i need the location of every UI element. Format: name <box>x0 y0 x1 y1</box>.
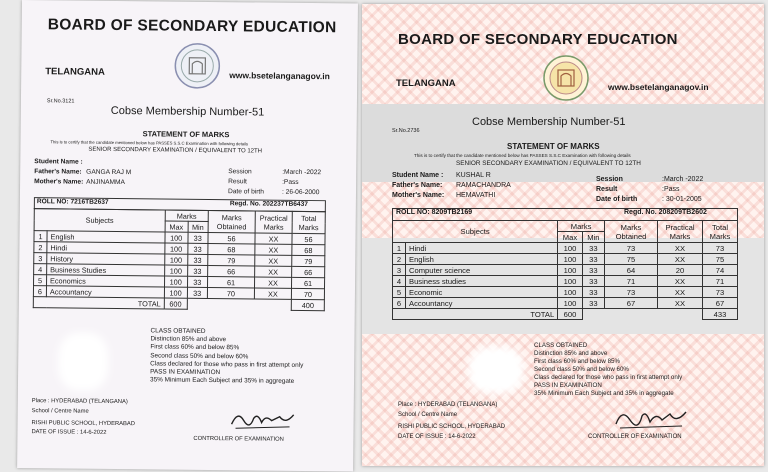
total-marks: 70 <box>291 288 324 299</box>
min-marks: 33 <box>582 265 604 276</box>
obtained-marks: 68 <box>208 243 255 254</box>
class-info-line: First class 60% and below 85% <box>534 358 620 365</box>
practical-header: Practical Marks <box>658 221 703 243</box>
practical-marks: XX <box>255 233 292 244</box>
certify-text: This is to certify that the candidate mentioned below has PASSES S.S.C Examination with following details <box>50 139 249 147</box>
table-row <box>393 276 738 287</box>
subject-name: Computer science <box>406 265 558 276</box>
table-row <box>393 265 738 276</box>
result-value: :Pass <box>662 186 680 193</box>
father-name-label: Father's Name: <box>392 182 443 189</box>
dob-value: : 26-06-2000 <box>281 188 320 197</box>
subject-name: English <box>47 231 165 243</box>
total-label: TOTAL <box>393 309 558 320</box>
total-obtained: 433 <box>703 309 738 320</box>
practical-header: Practical Marks <box>255 211 292 233</box>
controller-label: CONTROLLER OF EXAMINATION <box>588 434 682 440</box>
total-label: TOTAL <box>33 297 164 309</box>
practical-marks: XX <box>658 254 703 265</box>
total-marks: 67 <box>703 298 738 309</box>
father-name-label: Father's Name: <box>34 168 82 176</box>
table-row <box>393 298 738 309</box>
state-label: TELANGANA <box>45 66 105 78</box>
subject-name: Economics <box>47 275 165 287</box>
roll-number: ROLL NO: 7216TB2637 <box>36 198 109 206</box>
subject-name: Economic <box>406 287 558 298</box>
place: Place : HYDERABAD (TELANGANA) <box>31 398 128 406</box>
row-number: 6 <box>393 298 406 309</box>
student-name-value: KUSHAL R <box>456 172 491 179</box>
obtained-header: Marks Obtained <box>605 221 658 243</box>
roll-number: ROLL NO: 8209TB2169 <box>396 209 473 216</box>
max-marks: 100 <box>164 287 187 298</box>
subject-name: History <box>47 253 165 265</box>
board-emblem-icon <box>173 42 222 91</box>
state-label: TELANGANA <box>396 78 456 89</box>
min-marks: 33 <box>187 243 208 254</box>
min-marks: 33 <box>187 276 208 287</box>
min-marks: 33 <box>187 232 208 243</box>
photo-redaction <box>468 346 524 394</box>
row-number: 1 <box>393 243 406 254</box>
total-header: Total Marks <box>292 211 325 233</box>
class-info-line: 35% Minimum Each Subject and 35% in aggregate <box>149 376 295 386</box>
session-label: Session <box>228 168 252 176</box>
obtained-marks: 67 <box>605 298 658 309</box>
obtained-marks: 64 <box>605 265 658 276</box>
total-row <box>393 309 738 320</box>
dob-label: Date of birth <box>227 188 264 196</box>
min-marks: 33 <box>582 287 604 298</box>
practical-marks: XX <box>254 288 291 299</box>
statement-title: STATEMENT OF MARKS <box>142 129 230 140</box>
min-marks: 33 <box>582 276 604 287</box>
max-header: Max <box>558 232 583 243</box>
row-number: 2 <box>393 254 406 265</box>
mother-name-label: Mother's Name: <box>34 178 84 186</box>
board-emblem-icon <box>542 54 590 102</box>
obtained-marks: 70 <box>207 287 254 298</box>
min-marks: 33 <box>582 298 604 309</box>
class-info-line: Distinction 85% and above <box>534 350 608 357</box>
marks-table <box>392 220 738 320</box>
issue-date: DATE OF ISSUE : 14-6-2022 <box>31 429 107 436</box>
total-marks: 66 <box>292 266 325 277</box>
obtained-marks: 73 <box>605 243 658 254</box>
signature-icon <box>612 404 692 432</box>
row-number: 3 <box>393 265 406 276</box>
class-info-line: First class 60% and below 85% <box>150 343 240 352</box>
practical-marks: 20 <box>658 265 703 276</box>
mother-name-label: Mother's Name: <box>392 192 445 199</box>
table-row <box>393 287 738 298</box>
school-name: RISHI PUBLIC SCHOOL, HYDERABAD <box>398 424 506 430</box>
practical-marks: XX <box>255 255 292 266</box>
board-title: BOARD OF SECONDARY EDUCATION <box>47 16 337 37</box>
session-value: :March -2022 <box>662 176 704 183</box>
total-max: 600 <box>164 298 187 309</box>
father-name-value: RAMACHANDRA <box>456 182 511 189</box>
board-title: BOARD OF SECONDARY EDUCATION <box>398 31 678 48</box>
class-info <box>534 342 682 398</box>
obtained-marks: 79 <box>208 254 255 265</box>
class-info-line: Distinction 85% and above <box>150 335 227 344</box>
mother-name-value: HEMAVATHI <box>456 192 496 199</box>
obtained-marks: 56 <box>208 232 255 243</box>
result-label: Result <box>596 186 618 193</box>
table-row <box>393 243 738 254</box>
max-marks: 100 <box>165 232 188 243</box>
practical-marks: XX <box>658 276 703 287</box>
subjects-header: Subjects <box>34 209 165 232</box>
max-marks: 100 <box>558 276 583 287</box>
row-number: 2 <box>34 242 47 253</box>
total-row <box>33 297 324 311</box>
website: www.bsetelanganagov.in <box>608 82 709 92</box>
max-marks: 100 <box>558 243 583 254</box>
total-marks: 75 <box>703 254 738 265</box>
photo-redaction <box>58 332 109 391</box>
min-marks: 33 <box>187 254 208 265</box>
subject-name: English <box>406 254 558 265</box>
min-marks: 33 <box>187 287 208 298</box>
min-marks: 33 <box>582 254 604 265</box>
row-number: 5 <box>34 275 47 286</box>
result-value: :Pass <box>282 178 299 186</box>
max-marks: 100 <box>164 265 187 276</box>
obtained-marks: 75 <box>605 254 658 265</box>
class-info-line: Second class 50% and below 60% <box>534 366 629 373</box>
session-label: Session <box>596 176 623 183</box>
serial-number: Sr.No.2736 <box>392 128 420 134</box>
max-marks: 100 <box>165 243 188 254</box>
cobse-number: Cobse Membership Number-51 <box>110 104 265 119</box>
marks-table <box>33 208 326 311</box>
class-info-line: CLASS OBTAINED <box>534 342 588 349</box>
practical-marks: XX <box>255 266 292 277</box>
subject-name: Hindi <box>406 243 558 254</box>
father-name-value: GANGA RAJ M <box>86 168 132 177</box>
obtained-marks: 73 <box>605 287 658 298</box>
obtained-marks: 66 <box>208 265 255 276</box>
total-marks: 56 <box>292 233 325 244</box>
class-info <box>150 327 304 386</box>
subject-name: Accountancy <box>46 286 164 298</box>
statement-title: STATEMENT OF MARKS <box>507 142 600 151</box>
student-name-label: Student Name : <box>392 172 444 179</box>
place: Place : HYDERABAD (TELANGANA) <box>398 402 498 408</box>
subject-name: Business Studies <box>47 264 165 276</box>
class-info-line: Second class 50% and below 60% <box>150 351 249 360</box>
row-number: 4 <box>393 276 406 287</box>
total-header: Total Marks <box>703 221 738 243</box>
class-info-line: PASS IN EXAMINATION <box>150 368 221 377</box>
total-marks: 74 <box>703 265 738 276</box>
dob-value: : 30-01-2005 <box>662 196 702 203</box>
max-marks: 100 <box>558 298 583 309</box>
class-info-line: PASS IN EXAMINATION <box>534 382 602 389</box>
result-label: Result <box>228 178 247 186</box>
max-header: Max <box>165 221 188 232</box>
class-info-line: 35% Minimum Each Subject and 35% in aggregate <box>534 390 674 397</box>
min-header: Min <box>582 232 604 243</box>
row-number: 1 <box>34 231 47 242</box>
max-marks: 100 <box>164 276 187 287</box>
total-marks: 73 <box>703 243 738 254</box>
max-marks: 100 <box>558 265 583 276</box>
marks-header: Marks <box>558 221 605 232</box>
school-name: RISHI PUBLIC SCHOOL, HYDERABAD <box>31 420 136 428</box>
total-max: 600 <box>558 309 583 320</box>
practical-marks: XX <box>255 244 292 255</box>
cobse-number: Cobse Membership Number-51 <box>472 116 626 128</box>
max-marks: 100 <box>558 287 583 298</box>
total-marks: 61 <box>291 277 324 288</box>
practical-marks: XX <box>658 243 703 254</box>
regd-number: Regd. No. 208209TB2602 <box>624 209 707 216</box>
exam-name: SENIOR SECONDARY EXAMINATION / EQUIVALENT TO 12TH <box>456 160 641 167</box>
min-marks: 33 <box>187 265 208 276</box>
obtained-marks: 61 <box>207 276 254 287</box>
class-info-line: Class declared for those who pass in first attempt only <box>534 374 683 381</box>
table-row <box>393 254 738 265</box>
website: www.bsetelanganagov.in <box>229 70 330 82</box>
subject-name: Business studies <box>406 276 558 287</box>
total-marks: 71 <box>703 276 738 287</box>
controller-label: CONTROLLER OF EXAMINATION <box>193 435 284 443</box>
max-marks: 100 <box>165 254 188 265</box>
school-label: School / Centre Name <box>398 412 458 418</box>
exam-name: SENIOR SECONDARY EXAMINATION / EQUIVALENT TO 12TH <box>88 146 263 155</box>
subjects-header: Subjects <box>393 221 558 243</box>
class-info-line: CLASS OBTAINED <box>150 327 206 335</box>
serial-number: Sr.No.3121 <box>46 98 75 105</box>
row-number: 3 <box>34 253 47 264</box>
practical-marks: XX <box>658 298 703 309</box>
session-value: :March -2022 <box>282 168 322 177</box>
obtained-header: Marks Obtained <box>208 210 255 232</box>
subject-name: Hindi <box>47 242 165 254</box>
issue-date: DATE OF ISSUE : 14-6-2022 <box>398 434 476 440</box>
total-marks: 68 <box>292 244 325 255</box>
total-obtained: 400 <box>291 299 324 310</box>
dob-label: Date of birth <box>596 196 638 203</box>
total-marks: 79 <box>292 255 325 266</box>
obtained-marks: 71 <box>605 276 658 287</box>
subject-name: Accountancy <box>406 298 558 309</box>
practical-marks: XX <box>254 277 291 288</box>
min-header: Min <box>188 221 209 232</box>
certificate-left <box>17 0 358 471</box>
row-number: 4 <box>34 264 47 275</box>
row-number: 5 <box>393 287 406 298</box>
certify-text: This is to certify that the candidate mentioned below has PASSES S.S.C Examination with following details <box>414 153 631 158</box>
total-marks: 73 <box>703 287 738 298</box>
certificate-right <box>362 4 764 466</box>
student-name-label: Student Name : <box>34 158 83 166</box>
school-label: School / Centre Name <box>31 408 89 415</box>
mother-name-value: ANJINAMMA <box>86 178 125 187</box>
row-number: 6 <box>33 286 46 297</box>
signature-icon <box>227 406 299 433</box>
regd-number: Regd. No. 202237TB6437 <box>229 200 308 209</box>
practical-marks: XX <box>658 287 703 298</box>
class-info-line: Class declared for those who pass in first attempt only <box>150 360 304 369</box>
min-marks: 33 <box>582 243 604 254</box>
max-marks: 100 <box>558 254 583 265</box>
marks-header: Marks <box>165 210 208 221</box>
